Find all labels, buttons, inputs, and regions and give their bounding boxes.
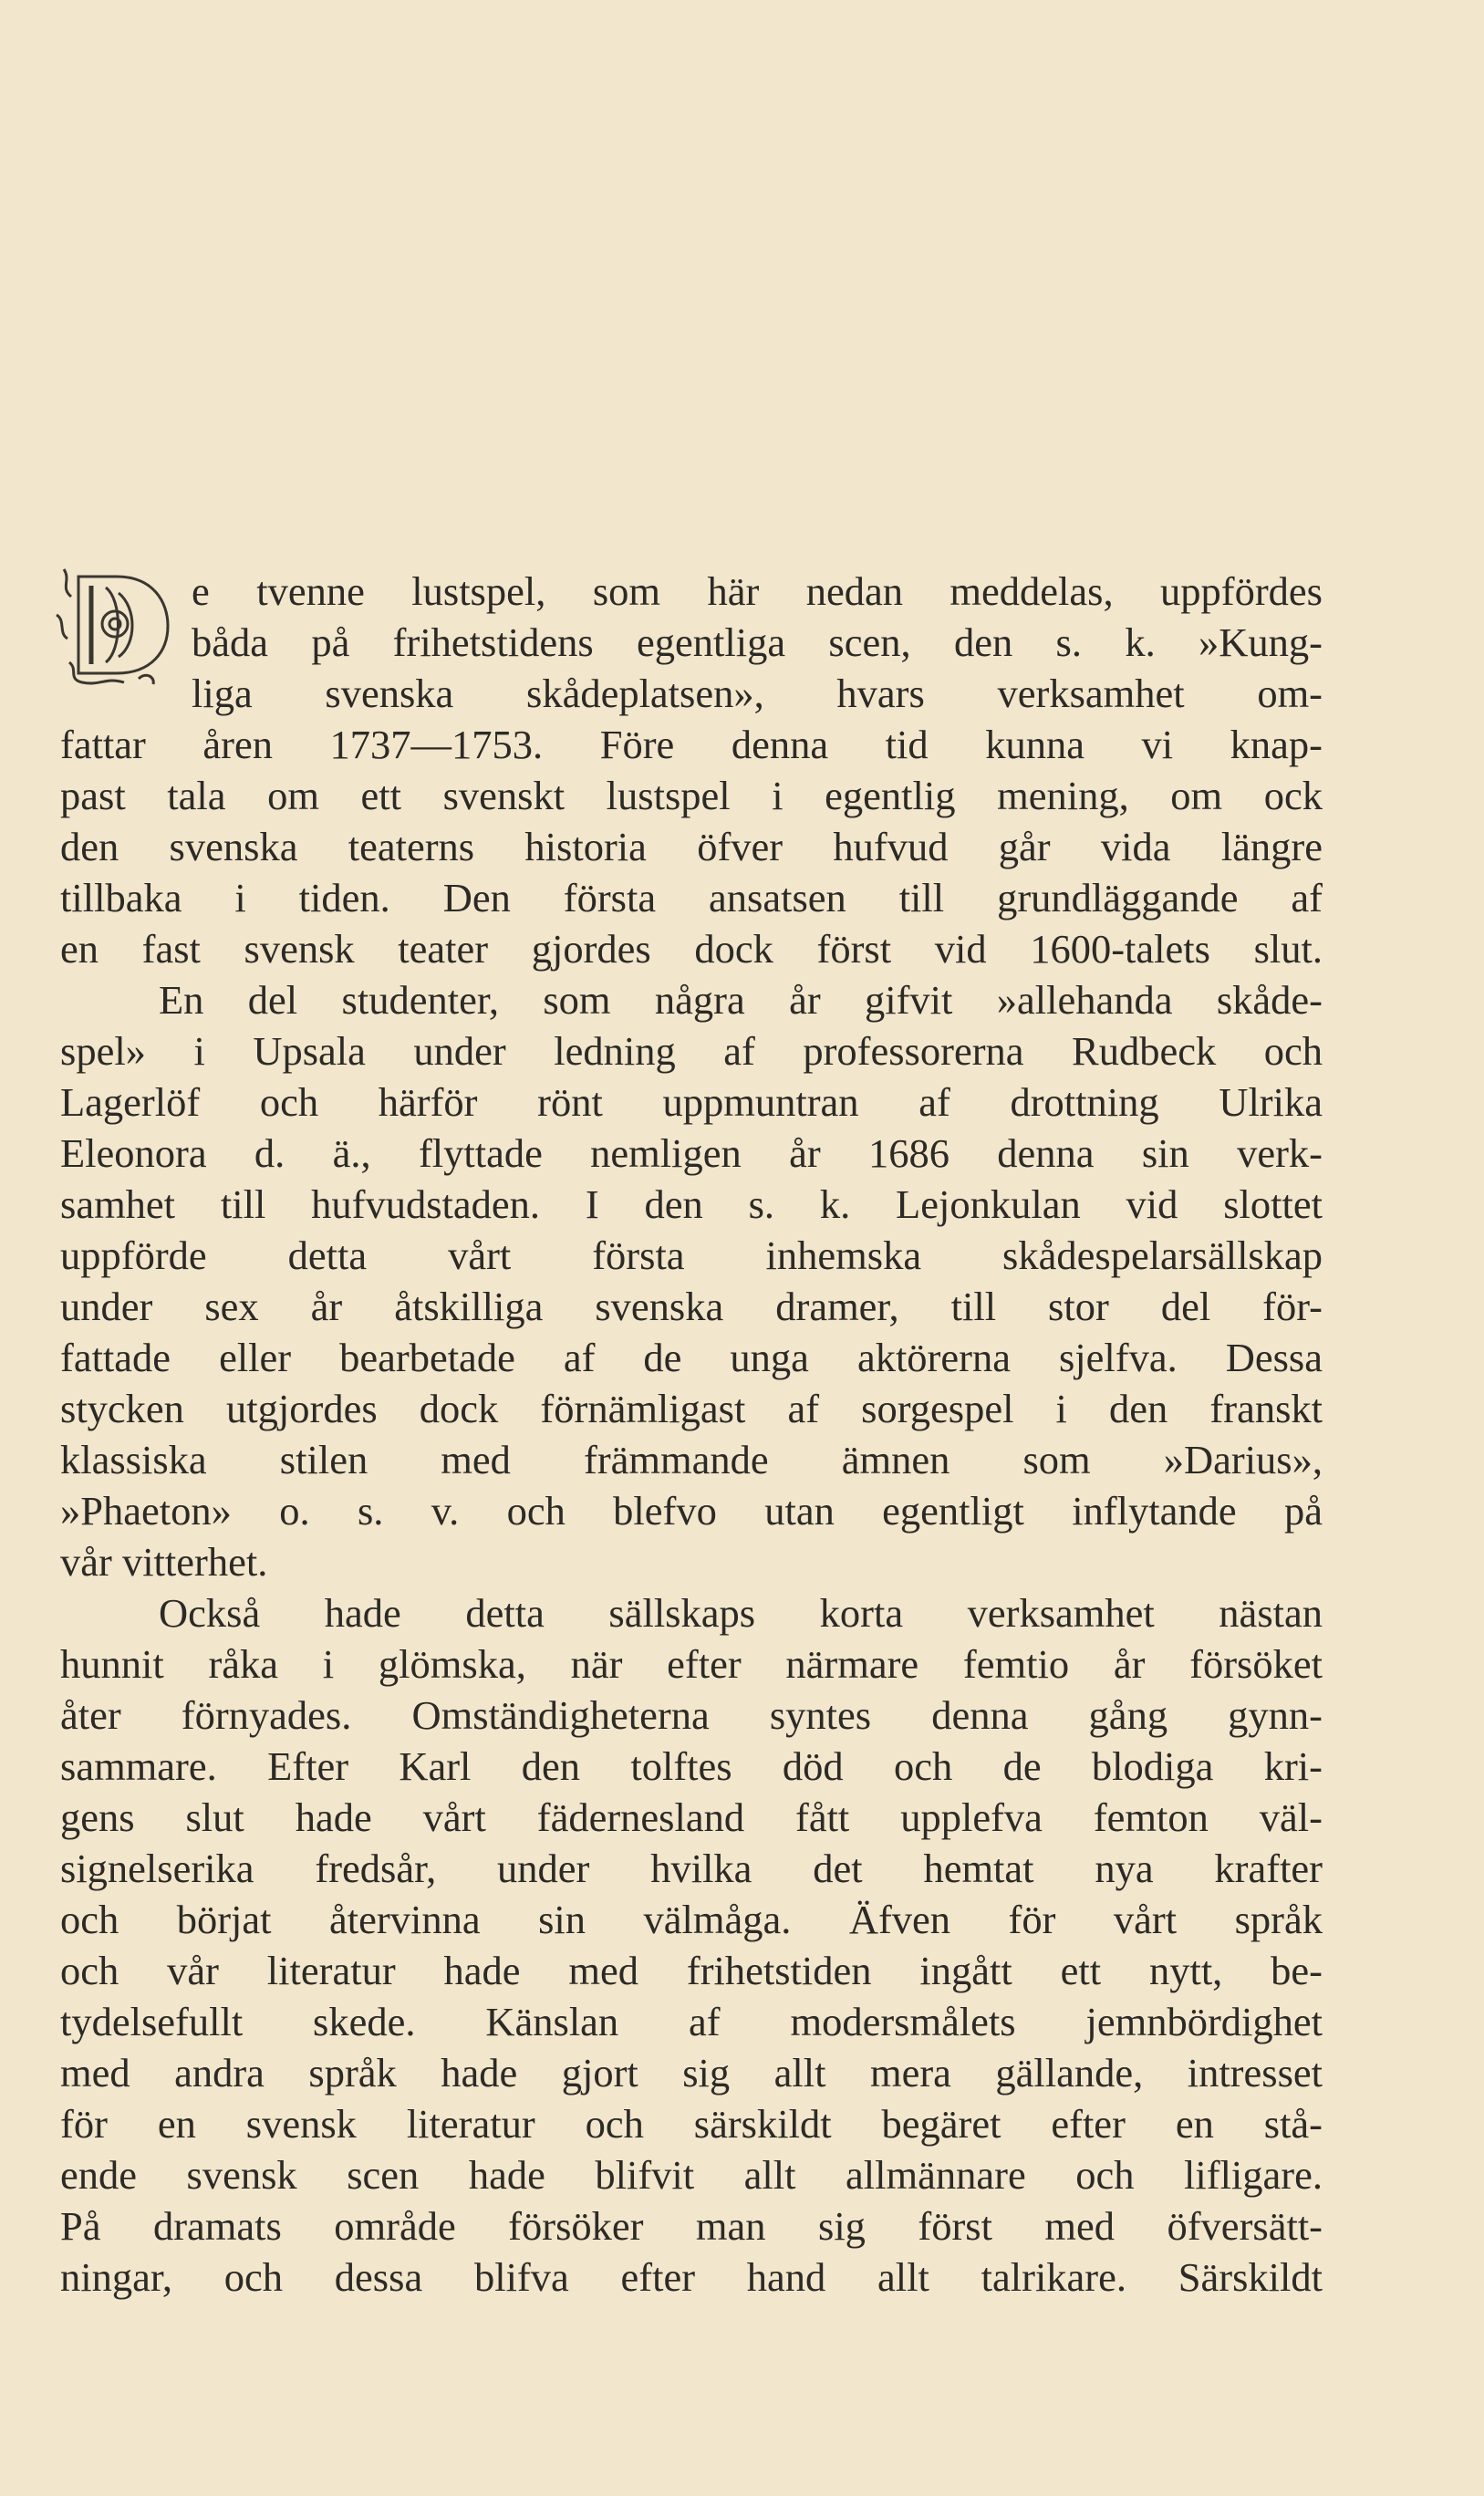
text-line-1: e tvenne lustspel, som här nedan meddelas, uppfördes — [192, 568, 1323, 614]
text-line-5: past tala om ett svenskt lustspel i egentlig mening, om ock — [60, 773, 1323, 818]
text-line-30: med andra språk hade gjort sig allt mera gällande, intresset — [60, 2050, 1323, 2096]
text-line-8: en fast svensk teater gjordes dock först vid 1600-talets slut. — [60, 926, 1323, 972]
text-line-32: ende svensk scen hade blifvit allt allmännare och lifligare. — [60, 2152, 1323, 2198]
text-line-9: En del studenter, som några år gifvit »allehanda skåde- — [159, 977, 1323, 1023]
text-line-12: Eleonora d. ä., flyttade nemligen år 1686 denna sin verk- — [60, 1130, 1323, 1176]
text-line-16: fattade eller bearbetade af de unga aktörerna sjelfva. Dessa — [60, 1335, 1323, 1380]
text-line-10: spel» i Upsala under ledning af professorerna Rudbeck och — [60, 1028, 1323, 1074]
text-line-17: stycken utgjordes dock förnämligast af sorgespel i den franskt — [60, 1386, 1323, 1431]
text-line-28: och vår literatur hade med frihetstiden ingått ett nytt, be- — [60, 1948, 1323, 1993]
text-line-19: »Phaeton» o. s. v. och blefvo utan egentligt inflytande på — [60, 1488, 1323, 1534]
text-line-31: för en svensk literatur och särskildt begäret efter en stå- — [60, 2101, 1323, 2147]
text-line-20: vår vitterhet. — [60, 1539, 268, 1585]
text-line-13: samhet till hufvudstaden. I den s. k. Lejonkulan vid slottet — [60, 1181, 1323, 1227]
text-line-26: signelserika fredsår, under hvilka det hemtat nya krafter — [60, 1846, 1323, 1891]
text-line-15: under sex år åtskilliga svenska dramer, till stor del för- — [60, 1284, 1323, 1329]
text-line-14: uppförde detta vårt första inhemska skådespelarsällskap — [60, 1232, 1323, 1278]
text-line-34: ningar, och dessa blifva efter hand allt talrikare. Särskildt — [60, 2254, 1323, 2300]
text-line-33: På dramats område försöker man sig först med öfversätt- — [60, 2203, 1323, 2249]
text-line-18: klassiska stilen med främmande ämnen som »Darius», — [60, 1437, 1323, 1482]
text-line-22: hunnit råka i glömska, när efter närmare femtio år försöket — [60, 1641, 1323, 1687]
text-line-24: sammare. Efter Karl den tolftes död och de blodiga kri- — [60, 1743, 1323, 1789]
text-line-25: gens slut hade vårt fädernesland fått upplefva femton väl- — [60, 1794, 1323, 1840]
text-line-6: den svenska teaterns historia öfver hufvud går vida längre — [60, 824, 1323, 869]
ornamental-initial-D-icon — [51, 560, 181, 688]
text-line-27: och börjat återvinna sin välmåga. Äfven för vårt språk — [60, 1897, 1323, 1942]
text-line-21: Också hade detta sällskaps korta verksamhet nästan — [159, 1590, 1323, 1636]
text-line-29: tydelsefullt skede. Känslan af modersmålets jemnbördighet — [60, 1999, 1323, 2044]
text-line-23: åter förnyades. Omständigheterna syntes denna gång gynn- — [60, 1692, 1323, 1738]
text-line-7: tillbaka i tiden. Den första ansatsen till grundläggande af — [60, 875, 1323, 920]
text-line-4: fattar åren 1737—1753. Före denna tid kunna vi knap- — [60, 722, 1323, 767]
text-line-2: båda på frihetstidens egentliga scen, den s. k. »Kung- — [192, 619, 1323, 665]
text-line-11: Lagerlöf och härför rönt uppmuntran af drottning Ulrika — [60, 1079, 1323, 1125]
text-line-3: liga svenska skådeplatsen», hvars verksamhet om- — [192, 671, 1323, 716]
